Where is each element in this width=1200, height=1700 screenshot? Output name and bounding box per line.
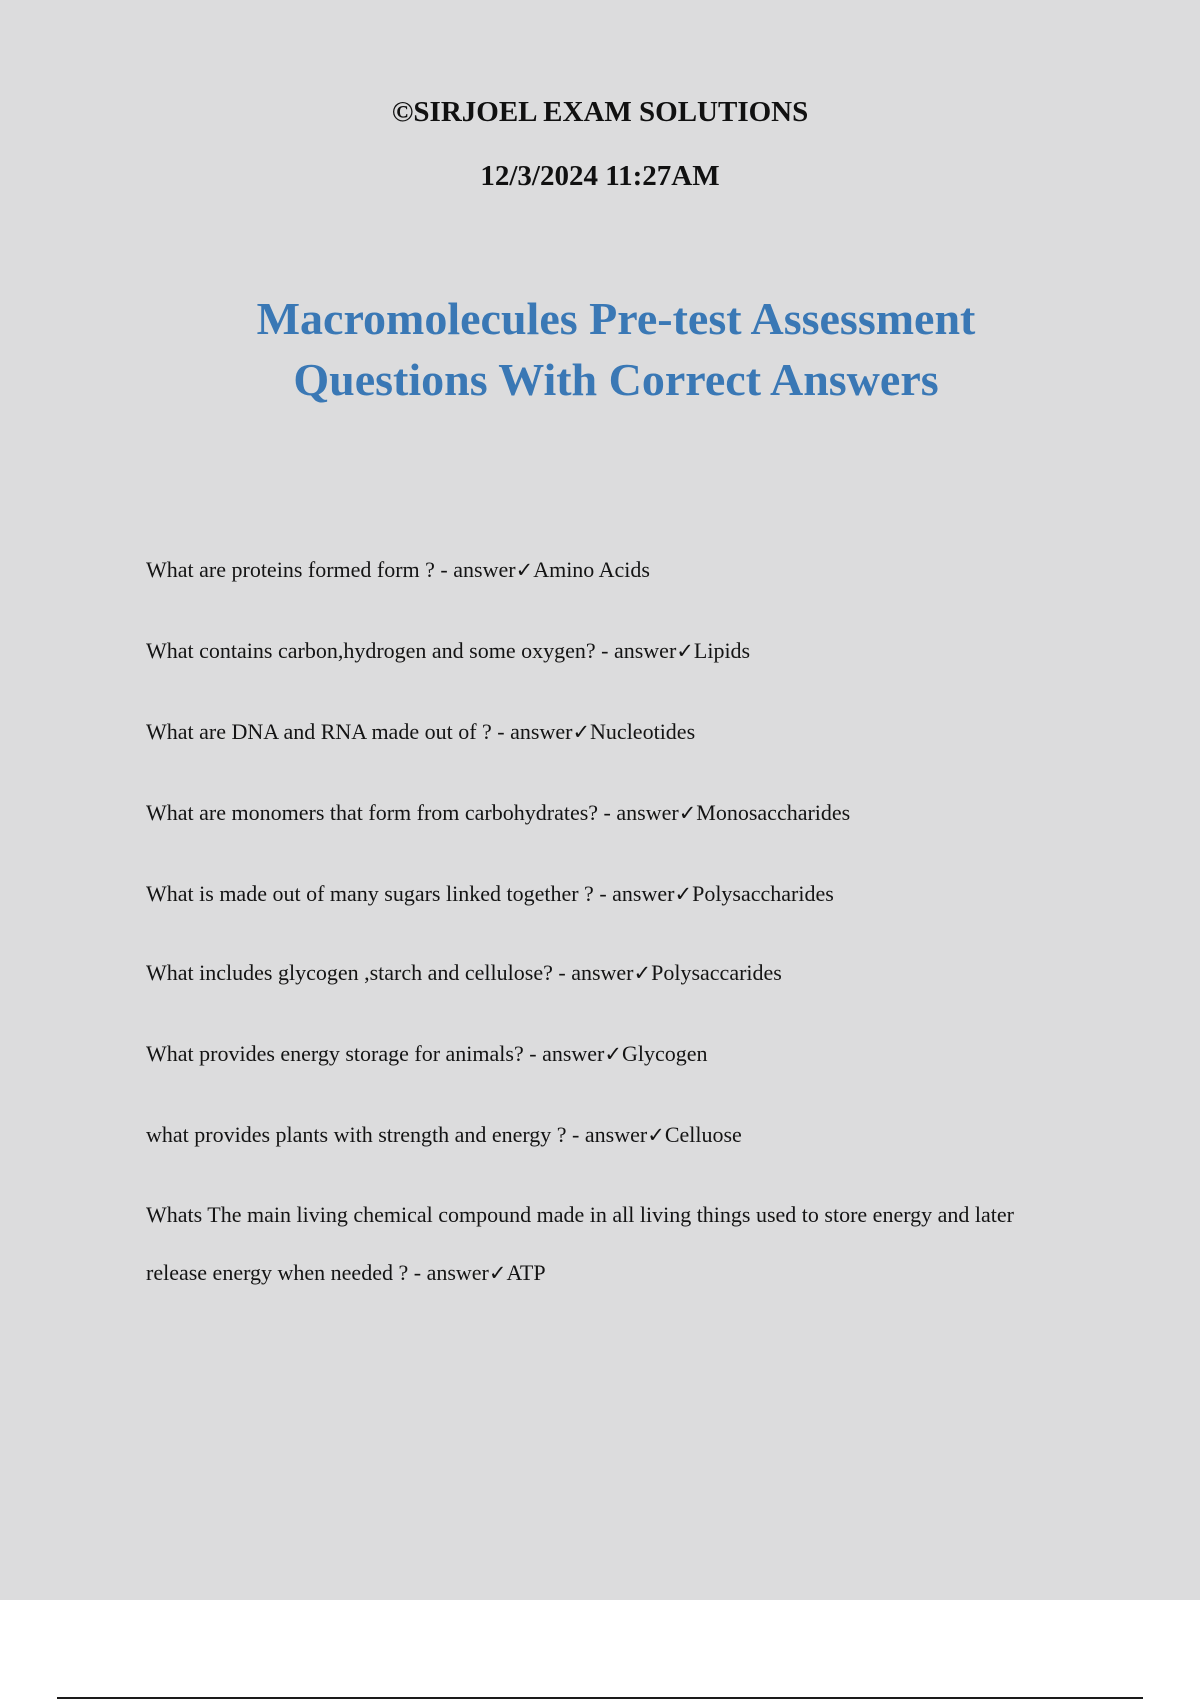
qa-item — [146, 1041, 708, 1067]
check-icon: ✓ — [678, 801, 697, 825]
answer-marker: answer — [542, 1041, 605, 1066]
answer-marker: answer — [426, 1260, 489, 1285]
check-icon: ✓ — [515, 558, 534, 582]
answer-text: ATP — [506, 1260, 546, 1285]
qa-item — [146, 800, 850, 826]
title-line-1: Macromolecules Pre-test Assessment — [256, 293, 976, 344]
qa-item — [146, 1186, 1076, 1302]
answer-text: Polysaccharides — [692, 881, 834, 906]
qa-item — [146, 1122, 742, 1148]
question-text: What provides energy storage for animals? - — [146, 1041, 543, 1066]
footer-divider — [57, 1697, 1143, 1699]
answer-marker: answer — [612, 881, 675, 906]
title-line-2: Questions With Correct Answers — [293, 354, 939, 405]
answer-marker: answer — [571, 960, 634, 985]
check-icon: ✓ — [676, 639, 694, 663]
check-icon: ✓ — [674, 882, 693, 906]
timestamp: 12/3/2024 11:27AM — [480, 160, 720, 192]
answer-text: Nucleotides — [590, 719, 696, 744]
answer-marker: answer — [453, 557, 516, 582]
answer-marker: answer — [584, 1122, 648, 1147]
question-text: What contains carbon,hydrogen and some oxygen? - — [146, 638, 614, 663]
question-text: What are proteins formed form ? - — [146, 557, 454, 582]
question-text: Whats The main living chemical compound made in all living things used to store energy and later release energy when needed ? - — [146, 1202, 1014, 1285]
check-icon: ✓ — [488, 1261, 507, 1285]
page-title — [0, 288, 1200, 410]
question-text: What are monomers that form from carbohydrates? - — [146, 800, 617, 825]
qa-item — [146, 638, 750, 664]
answer-marker: answer — [510, 719, 573, 744]
answer-text: Polysaccarides — [651, 960, 782, 985]
check-icon: ✓ — [572, 720, 591, 744]
check-icon: ✓ — [633, 961, 652, 985]
qa-item — [146, 557, 650, 583]
answer-marker: answer — [613, 638, 677, 663]
qa-item — [146, 881, 834, 907]
check-icon: ✓ — [647, 1123, 665, 1147]
answer-text: Monosaccharides — [696, 800, 851, 825]
answer-text: Celluose — [664, 1122, 742, 1147]
qa-item — [146, 719, 695, 745]
qa-item — [146, 960, 782, 986]
answer-marker: answer — [616, 800, 679, 825]
question-text: What are DNA and RNA made out of ? - — [146, 719, 511, 744]
question-text: What is made out of many sugars linked together ? - — [146, 881, 613, 906]
question-text: what provides plants with strength and energy ? - — [146, 1122, 585, 1147]
answer-text: Lipids — [693, 638, 751, 663]
answer-text: Amino Acids — [533, 557, 650, 582]
answer-text: Glycogen — [622, 1041, 708, 1066]
question-text: What includes glycogen ,starch and cellulose? - — [146, 960, 572, 985]
check-icon: ✓ — [604, 1042, 622, 1066]
brand-header: ©SIRJOEL EXAM SOLUTIONS — [391, 96, 809, 128]
